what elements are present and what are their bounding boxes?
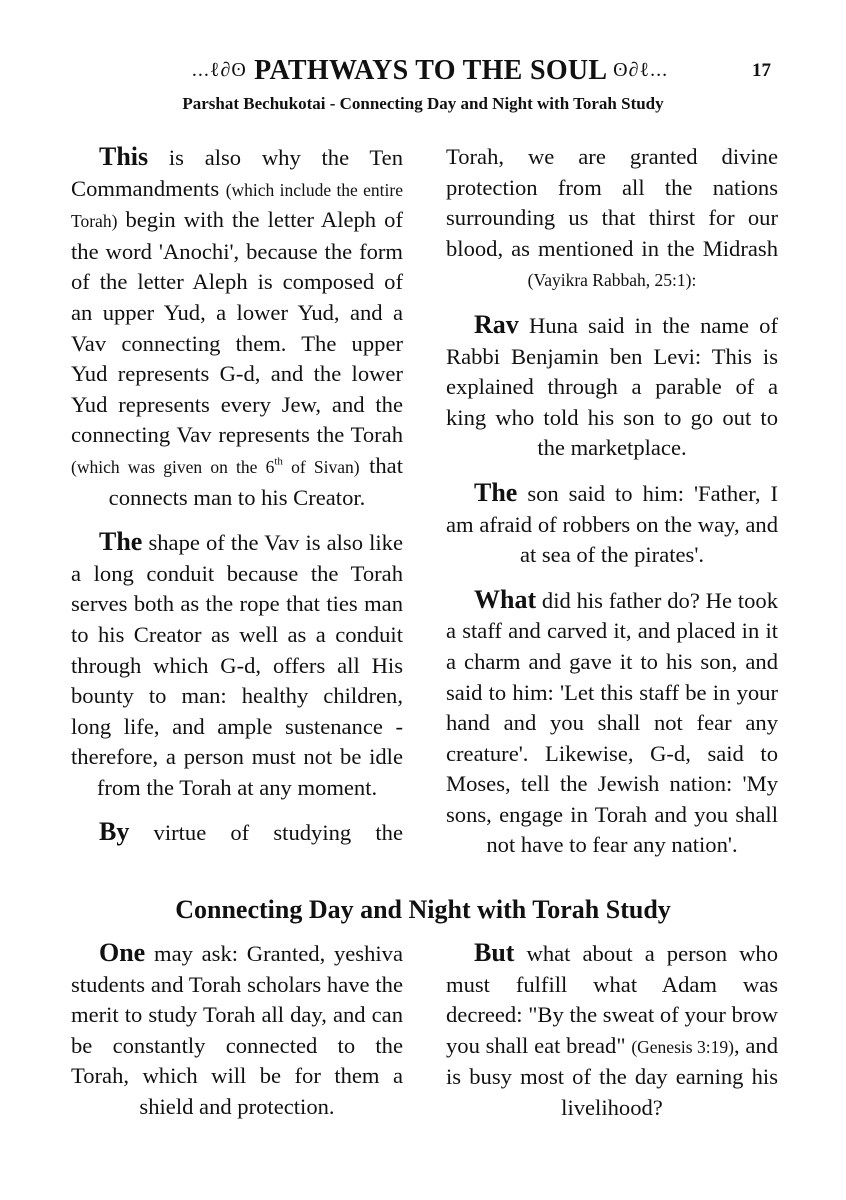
book-title: PATHWAYS TO THE SOUL bbox=[254, 55, 606, 86]
paragraph-text: may ask: Granted, yeshiva students and Torah scholars have the merit to study Torah all day, and can be constantly connected to the Torah, which will be for them a shield and protection. bbox=[71, 941, 403, 1119]
ornament-right-icon: ʘ∂ℓ... bbox=[613, 59, 669, 81]
paragraph-text: is also why the Ten Commandments bbox=[71, 145, 403, 201]
section-heading: Connecting Day and Night with Torah Study bbox=[175, 895, 671, 924]
paragraph bbox=[446, 310, 778, 464]
lead-word: One bbox=[99, 938, 146, 967]
lead-word: By bbox=[99, 817, 130, 847]
paragraph-text: Torah, we are granted divine protection from all the nations surrounding us that thirst for our blood, as mentioned in the Midrash bbox=[446, 144, 778, 261]
citation: (Genesis 3:19) bbox=[631, 1036, 734, 1057]
paragraph-text: son said to him: 'Father, I am afraid of robbers on the way, and at sea of the pirates'. bbox=[446, 480, 778, 568]
citation: (which was given on the 6 bbox=[71, 456, 275, 477]
superscript: th bbox=[274, 455, 283, 468]
lead-word: This bbox=[99, 142, 149, 171]
paragraph-text: , and is busy most of the day earning his livelihood? bbox=[446, 1032, 778, 1120]
paragraph bbox=[446, 938, 778, 1124]
page-number: 17 bbox=[752, 60, 771, 81]
paragraph bbox=[71, 938, 403, 1123]
lead-word: But bbox=[474, 938, 515, 967]
paragraph-text: begin with the letter Aleph of the word 'Anochi', because the form of the letter Aleph is composed of an upper Yud, a lower Yud, and a Vav connecting them. The upper Yud represents G-d, and the lower Yud represents every Jew, and the connecting Vav represents the Torah bbox=[71, 207, 403, 448]
paragraph bbox=[446, 142, 778, 296]
paragraph bbox=[71, 817, 403, 849]
lead-word: Rav bbox=[474, 309, 519, 339]
paragraph bbox=[71, 527, 403, 803]
citation: of Sivan) bbox=[282, 456, 360, 477]
column-bottom-right bbox=[446, 938, 778, 1138]
paragraph-text: virtue of studying the bbox=[129, 820, 403, 846]
paragraph bbox=[71, 142, 403, 513]
lead-word: The bbox=[99, 527, 143, 557]
running-header bbox=[130, 50, 730, 90]
ornament-left-icon: ...ℓ∂ʘ bbox=[191, 59, 247, 81]
paragraph bbox=[446, 478, 778, 571]
paragraph-text: what about a person who must fulfill what Adam was decreed: "By the sweat of your brow you shall eat bread" bbox=[446, 941, 778, 1058]
lead-word: What bbox=[474, 584, 537, 614]
paragraph-text: that connects man to his Creator. bbox=[108, 452, 403, 510]
column-top-right bbox=[446, 142, 778, 875]
paragraph bbox=[446, 585, 778, 861]
paragraph-text: shape of the Vav is also like a long conduit because the Torah serves both as the rope that ties man to his Creator as well as a conduit through which G-d, offers all His bounty to man: healthy children, long life, and ample sustenance - therefore, a person must not be idle from the Torah at any moment. bbox=[71, 530, 403, 800]
column-bottom-left bbox=[71, 938, 403, 1137]
citation: (which include the entire Torah) bbox=[71, 179, 403, 232]
chapter-subtitle: Parshat Bechukotai - Connecting Day and Night with Torah Study bbox=[182, 94, 664, 113]
citation: (Vayikra Rabbah, 25:1): bbox=[527, 270, 697, 291]
lead-word: The bbox=[474, 477, 518, 507]
paragraph-text: Huna said in the name of Rabbi Benjamin ben Levi: This is explained through a parable of a king who told his son to go out to the marketplace. bbox=[446, 312, 778, 461]
paragraph-text: did his father do? He took a staff and carved it, and placed in it a charm and gave it to his son, and said to him: 'Let this staff be in your hand and you shall not fear any creature'. Likewise, G-d, said to Moses, tell the Jewish nation: 'My sons, engage in Torah and you shall not have to fear any nation'. bbox=[446, 587, 778, 858]
column-top-left bbox=[71, 142, 403, 863]
